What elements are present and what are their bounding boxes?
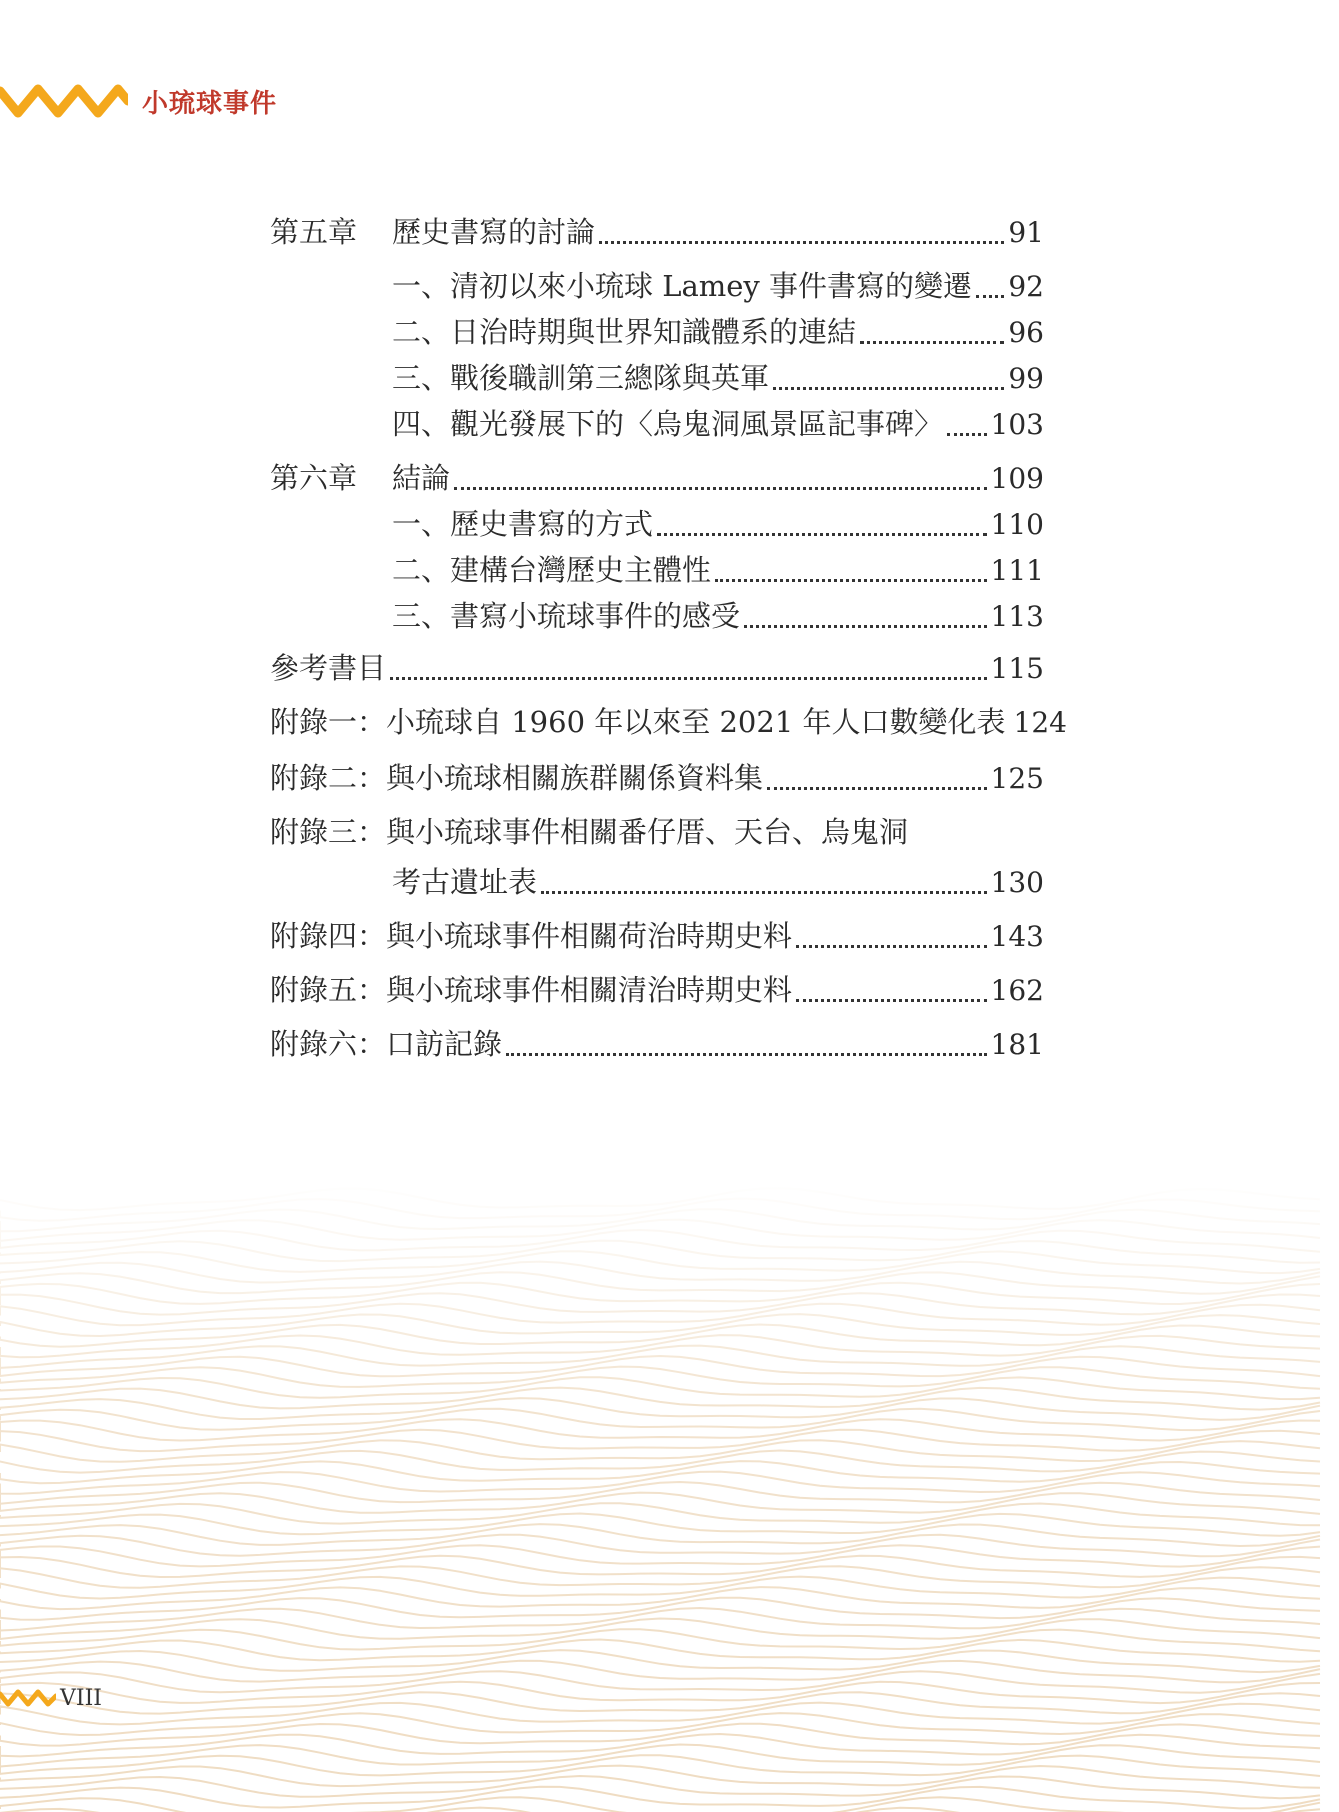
toc-entry-prefix: 附錄二： — [270, 761, 387, 795]
toc-entry-title: 一、歷史書寫的方式 — [392, 507, 654, 541]
toc-page-number: 130 — [990, 866, 1044, 899]
toc-entry[interactable] — [270, 264, 1044, 308]
toc-entry-title: 二、建構台灣歷史主體性 — [392, 553, 712, 587]
toc-entry-title: 結論 — [392, 461, 451, 495]
toc-entry[interactable] — [270, 356, 1044, 400]
toc-entry-title: 參考書目 — [270, 651, 387, 685]
toc-entry-prefix: 第六章 — [270, 461, 358, 495]
toc-dot-leader — [860, 340, 1004, 344]
toc-page-number: 109 — [990, 462, 1044, 495]
wave-pattern-background — [0, 1180, 1339, 1812]
toc-dot-leader — [541, 890, 987, 894]
toc-entry-title: 三、書寫小琉球事件的感受 — [392, 599, 741, 633]
running-header-title: 小琉球事件 — [142, 88, 278, 119]
toc-page-number: 125 — [990, 762, 1044, 795]
toc-page-number: 103 — [990, 408, 1044, 441]
toc-entry[interactable] — [270, 594, 1044, 638]
toc-entry-title: 考古遺址表 — [392, 865, 538, 899]
toc-entry-title: 小琉球自 1960 年以來至 2021 年人口數變化表 — [386, 705, 1006, 739]
page-number: VIII — [60, 1685, 102, 1711]
toc-page-number: 91 — [1008, 216, 1044, 249]
toc-entry-title: 三、戰後職訓第三總隊與英軍 — [392, 361, 770, 395]
toc-entry-title: 一、清初以來小琉球 Lamey 事件書寫的變遷 — [392, 269, 973, 303]
toc-dot-leader — [796, 944, 987, 948]
toc-entry[interactable] — [270, 700, 1067, 744]
toc-page-number: 124 — [1013, 706, 1067, 739]
toc-entry-title: 與小琉球事件相關清治時期史料 — [386, 973, 793, 1007]
toc-entry[interactable] — [270, 210, 1044, 254]
zigzag-wave-logo-icon — [0, 79, 128, 123]
toc-entry[interactable] — [270, 968, 1044, 1012]
toc-dot-leader — [744, 624, 987, 628]
running-header — [0, 76, 277, 126]
toc-entry-prefix: 附錄三： — [270, 815, 387, 849]
toc-page-number: 111 — [990, 554, 1044, 587]
toc-dot-leader — [715, 578, 987, 582]
toc-dot-leader — [454, 486, 987, 490]
toc-entry-title: 歷史書寫的討論 — [392, 215, 596, 249]
toc-entry[interactable] — [270, 646, 1044, 690]
toc-entry-title: 二、日治時期與世界知識體系的連結 — [392, 315, 857, 349]
toc-page-number: 96 — [1008, 316, 1044, 349]
toc-entry[interactable] — [270, 1022, 1044, 1066]
toc-entry-prefix: 附錄一： — [270, 705, 387, 739]
toc-dot-leader — [773, 386, 1004, 390]
zigzag-wave-logo-icon — [0, 1686, 56, 1710]
toc-entry-title: 四、觀光發展下的〈烏鬼洞風景區記事碑〉 — [392, 407, 944, 441]
toc-entry-prefix: 附錄六： — [270, 1027, 387, 1061]
toc-entry[interactable] — [270, 810, 1044, 854]
toc-entry-prefix: 附錄四： — [270, 919, 387, 953]
toc-dot-leader — [506, 1052, 987, 1056]
toc-page-number: 92 — [1008, 270, 1044, 303]
toc-page-number: 162 — [990, 974, 1044, 1007]
toc-page-number: 113 — [990, 600, 1044, 633]
toc-entry[interactable] — [270, 310, 1044, 354]
toc-page-number: 143 — [990, 920, 1044, 953]
toc-entry[interactable] — [270, 402, 1044, 446]
toc-dot-leader — [976, 294, 1004, 298]
toc-dot-leader — [947, 432, 987, 436]
toc-dot-leader — [657, 532, 987, 536]
toc-entry-title: 口訪記錄 — [386, 1027, 503, 1061]
toc-entry[interactable] — [270, 860, 1044, 904]
toc-page-number: 115 — [990, 652, 1044, 685]
toc-entry[interactable] — [270, 548, 1044, 592]
toc-entry[interactable] — [270, 502, 1044, 546]
toc-dot-leader — [767, 786, 987, 790]
toc-page-number: 99 — [1008, 362, 1044, 395]
toc-dot-leader — [599, 240, 1004, 244]
toc-page-number: 110 — [990, 508, 1044, 541]
toc-entry-prefix: 附錄五： — [270, 973, 387, 1007]
toc-entry-prefix: 第五章 — [270, 215, 358, 249]
toc-page-number: 181 — [990, 1028, 1044, 1061]
toc-dot-leader — [796, 998, 987, 1002]
toc-dot-leader — [390, 676, 987, 680]
toc-entry-title: 與小琉球事件相關荷治時期史料 — [386, 919, 793, 953]
toc-entry-title: 與小琉球相關族群關係資料集 — [386, 761, 764, 795]
toc-entry[interactable] — [270, 456, 1044, 500]
toc-entry[interactable] — [270, 756, 1044, 800]
page-footer — [0, 1680, 102, 1716]
toc-entry-title: 與小琉球事件相關番仔厝、天台、烏鬼洞 — [386, 815, 909, 849]
toc-entry[interactable] — [270, 914, 1044, 958]
